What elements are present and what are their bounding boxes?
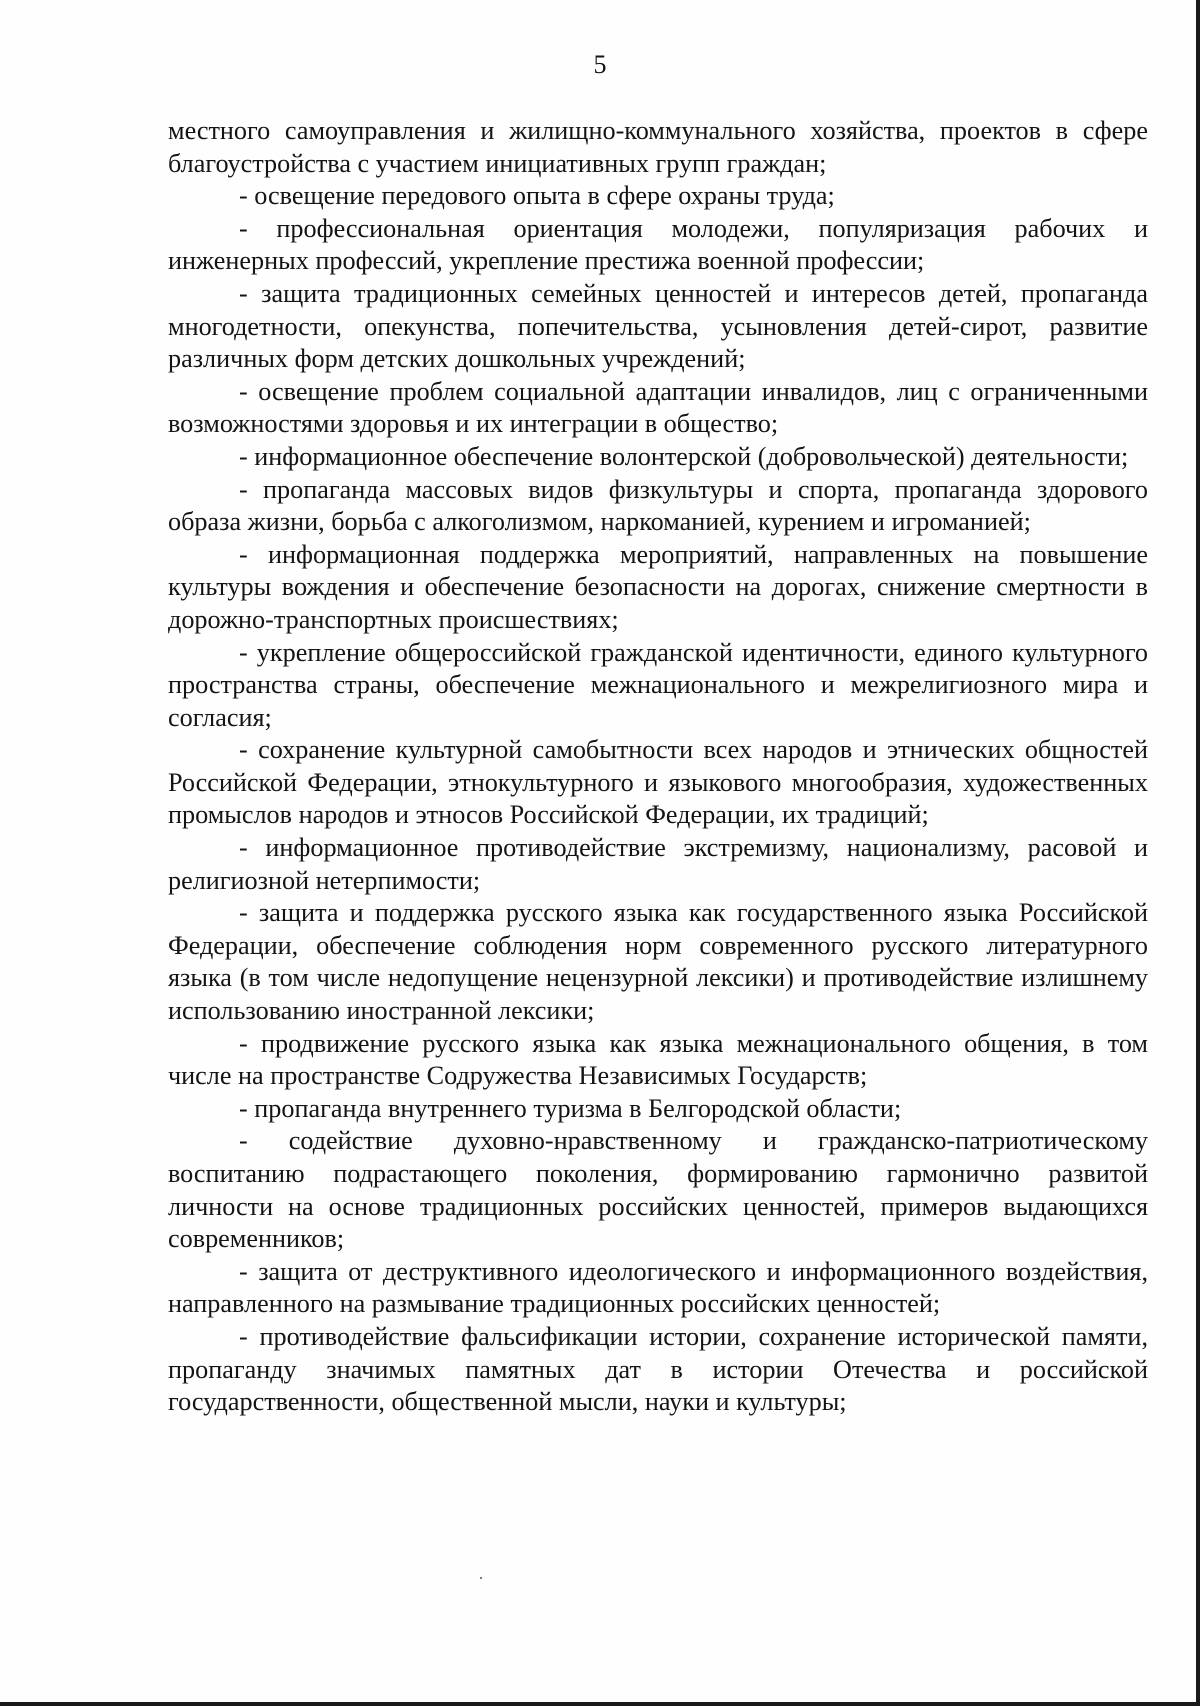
page-number: 5 — [593, 50, 607, 79]
scan-edge-bottom — [0, 1702, 1200, 1706]
list-item-volunteering: - информационное обеспечение волонтерской (добровольческой) деятельности; — [239, 441, 1129, 471]
scan-edge-right — [1196, 0, 1200, 1706]
list-item-russian-language: - защита и поддержка русского языка как государственного языка Российской Федерации, обеспечение соблюдения норм современного русского литературного языка (в том числе недопущение нецензурной лексики) и противодействие излишнему использованию иностранной лексики; — [168, 898, 1148, 1026]
scan-speck — [480, 1577, 482, 1579]
list-item-patriotic-education: - содействие духовно-нравственному и гражданско-патриотическому воспитанию подрастающего поколения, формированию гармонично развитой личности на основе традиционных российских ценностей, примеров выдающихся современников; — [168, 1126, 1148, 1254]
list-item-road-safety: - информационная поддержка мероприятий, направленных на повышение культуры вождения и обеспечение безопасности на дорогах, снижение смертности в дорожно-транспортных происшествиях; — [168, 539, 1148, 634]
list-item-destructive-influence: - защита от деструктивного идеологического и информационного воздействия, направленного на размывание традиционных российских ценностей; — [168, 1256, 1148, 1319]
list-item-career-guidance: - профессиональная ориентация молодежи, популяризация рабочих и инженерных профессий, укрепление престижа военной профессии; — [168, 213, 1148, 276]
list-item-domestic-tourism: - пропаганда внутреннего туризма в Белгородской области; — [239, 1093, 902, 1123]
list-item-family-values: - защита традиционных семейных ценностей и интересов детей, пропаганда многодетности, опекунства, попечительства, усыновления детей-сирот, развитие различных форм детских дошкольных учреждений; — [168, 278, 1148, 374]
document-body — [168, 115, 1148, 1419]
list-item-labor-safety: - освещение передового опыта в сфере охраны труда; — [239, 181, 835, 211]
list-item-anti-extremism: - информационное противодействие экстремизму, национализму, расовой и религиозной нетерпимости; — [168, 833, 1148, 895]
list-item-sports-health: - пропаганда массовых видов физкультуры и спорта, пропаганда здорового образа жизни, борьба с алкоголизмом, наркоманией, курением и игроманией; — [168, 474, 1148, 537]
paragraph-continuation: местного самоуправления и жилищно-коммунального хозяйства, проектов в сфере благоустройства с участием инициативных групп граждан; — [168, 116, 1148, 178]
list-item-civic-identity: - укрепление общероссийской гражданской идентичности, единого культурного пространства страны, обеспечение межнационального и межрелигиозного мира и согласия; — [168, 637, 1148, 732]
list-item-language-promotion: - продвижение русского языка как языка межнационального общения, в том числе на пространстве Содружества Независимых Государств; — [168, 1028, 1148, 1091]
list-item-disability-adaptation: - освещение проблем социальной адаптации инвалидов, лиц с ограниченными возможностями здоровья и их интеграции в общество; — [168, 376, 1148, 439]
list-item-cultural-identity: - сохранение культурной самобытности всех народов и этнических общностей Российской Федерации, этнокультурного и языкового многообразия, художественных промыслов народов и этносов Российской Федерации, их традиций; — [168, 735, 1148, 830]
list-item-history-memory: - противодействие фальсификации истории, сохранение исторической памяти, пропаганду значимых памятных дат в истории Отечества и российской государственности, общественной мысли, науки и культуры; — [168, 1321, 1148, 1417]
